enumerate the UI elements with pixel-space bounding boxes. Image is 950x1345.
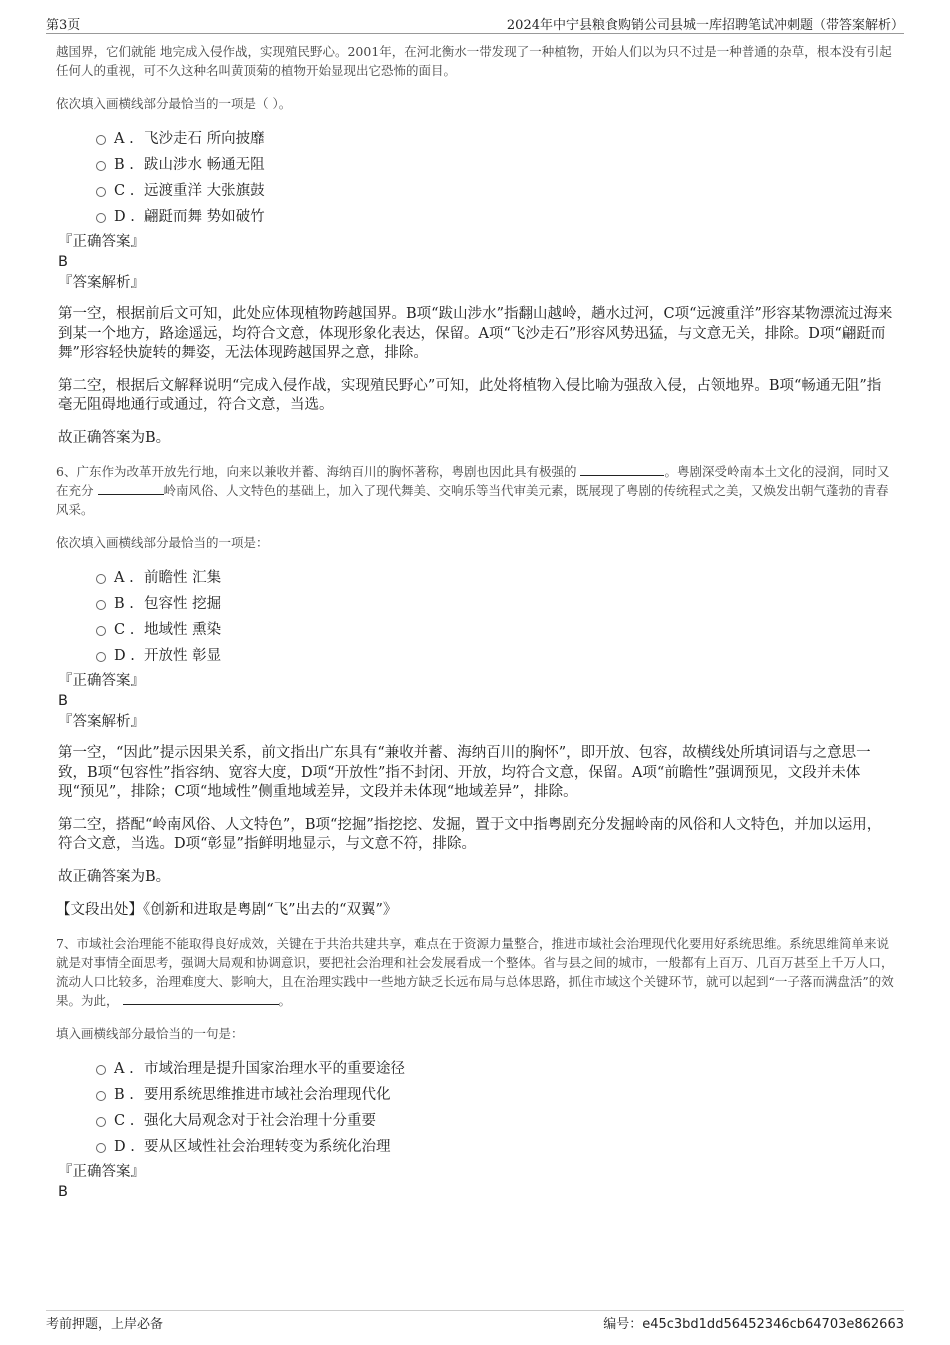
header-divider <box>46 33 904 34</box>
radio-icon[interactable] <box>96 1117 106 1127</box>
blank-line <box>580 464 664 476</box>
page-content <box>56 42 894 1202</box>
q5-answer: B <box>58 254 68 270</box>
q7-option-d[interactable]: D . 要从区域性社会治理转变为系统化治理 <box>56 1134 894 1160</box>
q7-option-c[interactable]: C . 强化大局观念对于社会治理十分重要 <box>56 1108 894 1134</box>
q7-answer: B <box>58 1184 68 1200</box>
q5-option-b[interactable]: B . 跋山涉水 畅通无阻 <box>56 152 894 178</box>
q6-prompt: 依次填入画横线部分最恰当的一项是： <box>56 535 269 550</box>
q6-option-a[interactable]: A . 前瞻性 汇集 <box>56 565 894 591</box>
q6-answer-label: 『正确答案』 <box>58 673 145 689</box>
q7-passage: 7、市域社会治理能不能取得良好成效，关键在于共治共建共享，难点在于资源力量整合，推进市域社会治理现代化要用好系统思维。系统思维简单来说就是对事情全面思考，强调大局观和协调意识，要把社会治理和社会发展看成一个整体。省与县之间的城市，一般都有上百万、几百万甚至上千万人口，流动人口比较多，治理难度大、影响大，且在治理实践中一些地方缺乏长远布局与总体思路，抓住市域这个关键环节，就可以起到“一子落而满盘活”的效果。为此， 。 <box>56 936 894 1008</box>
q5-prompt: 依次填入画横线部分最恰当的一项是（ ）。 <box>56 96 292 111</box>
q6-option-b[interactable]: B . 包容性 挖掘 <box>56 591 894 617</box>
q7-option-a[interactable]: A . 市域治理是提升国家治理水平的重要途径 <box>56 1056 894 1082</box>
q5-analysis-label: 『答案解析』 <box>58 275 145 291</box>
radio-icon[interactable] <box>96 213 106 223</box>
q7-options <box>56 1056 894 1160</box>
q5-answer-label: 『正确答案』 <box>58 234 145 250</box>
radio-icon[interactable] <box>96 187 106 197</box>
q5-analysis-1: 第一空，根据前后文可知，此处应体现植物跨越国界。B项“跋山涉水”指翻山越岭，趟水过河，C项“远渡重洋”形容某物漂流过海来到某一个地方，路途遥远，均符合文意，体现形象化表达，保留。A项“飞沙走石”形容风势迅猛，与文意无关，排除。D项“翩跹而舞”形容轻快旋转的舞姿，无法体现跨越国界之意，排除。 <box>58 306 893 361</box>
q7-option-b[interactable]: B . 要用系统思维推进市域社会治理现代化 <box>56 1082 894 1108</box>
radio-icon[interactable] <box>96 1065 106 1075</box>
page-header <box>46 14 904 34</box>
q6-option-c[interactable]: C . 地域性 熏染 <box>56 617 894 643</box>
q6-analysis-label: 『答案解析』 <box>58 714 145 730</box>
page-number: 第3页 <box>46 18 81 33</box>
q5-options <box>56 126 894 230</box>
q5-option-a[interactable]: A . 飞沙走石 所向披靡 <box>56 126 894 152</box>
q6-analysis-3: 故正确答案为B。 <box>58 868 171 885</box>
q5-analysis-2: 第二空，根据后文解释说明“完成入侵作战，实现殖民野心”可知，此处将植物入侵比喻为强敌入侵，占领地界。B项“畅通无阻”指毫无阻碍地通行或通过，符合文意，当选。 <box>58 377 882 413</box>
radio-icon[interactable] <box>96 1143 106 1153</box>
footer-divider <box>46 1310 904 1311</box>
q5-analysis-3: 故正确答案为B。 <box>58 429 171 446</box>
q6-analysis-1: 第一空，“因此”提示因果关系，前文指出广东具有“兼收并蓄、海纳百川的胸怀”，即开放、包容，故横线处所填词语与之意思一致，B项“包容性”指容纳、宽容大度，D项“开放性”指不封闭、开放，均符合文意，保留。A项“前瞻性”强调预见，文段并未体现“预见”，排除；C项“地域性”侧重地域差异，文段并未体现“地域差异”，排除。 <box>58 745 871 800</box>
q6-analysis-2: 第二空，搭配“岭南风俗、人文特色”，B项“挖掘”指挖挖、发掘，置于文中指粤剧充分发掘岭南的风俗和人文特色，并加以运用，符合文意，当选。D项“彰显”指鲜明地显示，与文意不符，排除。 <box>58 816 882 852</box>
blank-line <box>98 483 164 495</box>
radio-icon[interactable] <box>96 574 106 584</box>
radio-icon[interactable] <box>96 626 106 636</box>
q6-options <box>56 565 894 669</box>
q5-option-c[interactable]: C . 远渡重洋 大张旗鼓 <box>56 178 894 204</box>
radio-icon[interactable] <box>96 161 106 171</box>
radio-icon[interactable] <box>96 1091 106 1101</box>
q6-answer: B <box>58 693 68 709</box>
q6-passage: 6、广东作为改革开放先行地，向来以兼收并蓄、海纳百川的胸怀著称，粤剧也因此具有极强的 。粤剧深受岭南本土文化的浸润，同时又在充分 岭南风俗、人文特色的基础上，加入了现代舞美、交响乐等当代审美元素，既展现了粤剧的传统程式之美，又焕发出朝气蓬勃的青春风采。 <box>56 464 890 517</box>
q6-option-d[interactable]: D . 开放性 彰显 <box>56 643 894 669</box>
q5-option-d[interactable]: D . 翩跹而舞 势如破竹 <box>56 204 894 230</box>
radio-icon[interactable] <box>96 600 106 610</box>
document-code: 编号：e45c3bd1dd56452346cb64703e862663 <box>603 1317 904 1332</box>
footer-slogan: 考前押题，上岸必备 <box>46 1317 164 1332</box>
blank-line <box>123 993 279 1005</box>
q7-prompt: 填入画横线部分最恰当的一句是： <box>56 1026 244 1041</box>
document-title: 2024年中宁县粮食购销公司县城一库招聘笔试冲刺题（带答案解析） <box>506 18 904 33</box>
radio-icon[interactable] <box>96 652 106 662</box>
radio-icon[interactable] <box>96 135 106 145</box>
q6-source: 【文段出处】《创新和进取是粤剧“飞”出去的“双翼”》 <box>56 902 398 918</box>
q7-answer-label: 『正确答案』 <box>58 1164 145 1180</box>
q5-passage: 越国界，它们就能 地完成入侵作战，实现殖民野心。2001年，在河北衡水一带发现了一种植物，开始人们以为只不过是一种普通的杂草，根本没有引起任何人的重视，可不久这种名叫黄顶菊的植物开始显现出它恐怖的面目。 <box>56 44 892 78</box>
